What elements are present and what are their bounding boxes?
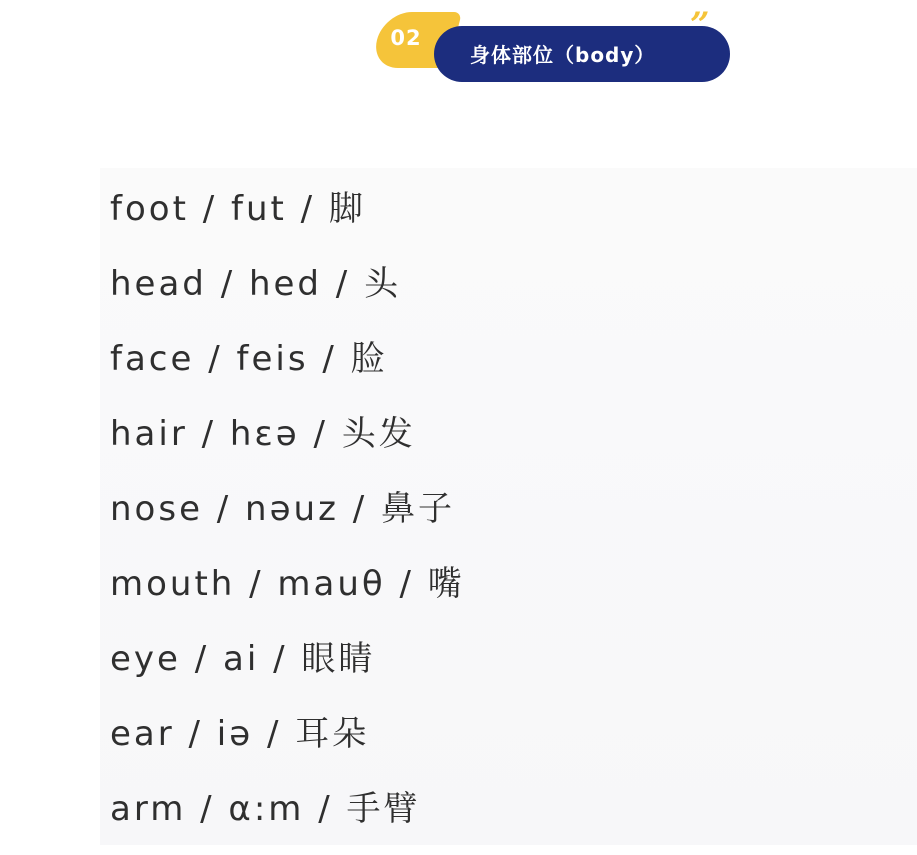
section-number: 02 [390,26,422,50]
vocab-item-hair: hair / hεə / 头发 [110,414,416,454]
quote-mark-icon: ” [690,5,710,45]
vocab-item-head: head / hed / 头 [110,264,402,304]
vocab-item-ear: ear / iə / 耳朵 [110,714,370,754]
vocab-item-arm: arm / α:m / 手臂 [110,789,421,829]
vocab-item-nose: nose / nəuz / 鼻子 [110,489,455,529]
vocab-item-eye: eye / ai / 眼睛 [110,639,376,679]
section-header [370,5,730,84]
vocab-item-mouth: mouth / mauθ / 嘴 [110,564,465,604]
vocab-item-face: face / feis / 脸 [110,339,388,379]
vocab-list [110,180,465,855]
vocab-item-foot: foot / fut / 脚 [110,189,366,229]
section-title: 身体部位（body） [470,43,656,67]
